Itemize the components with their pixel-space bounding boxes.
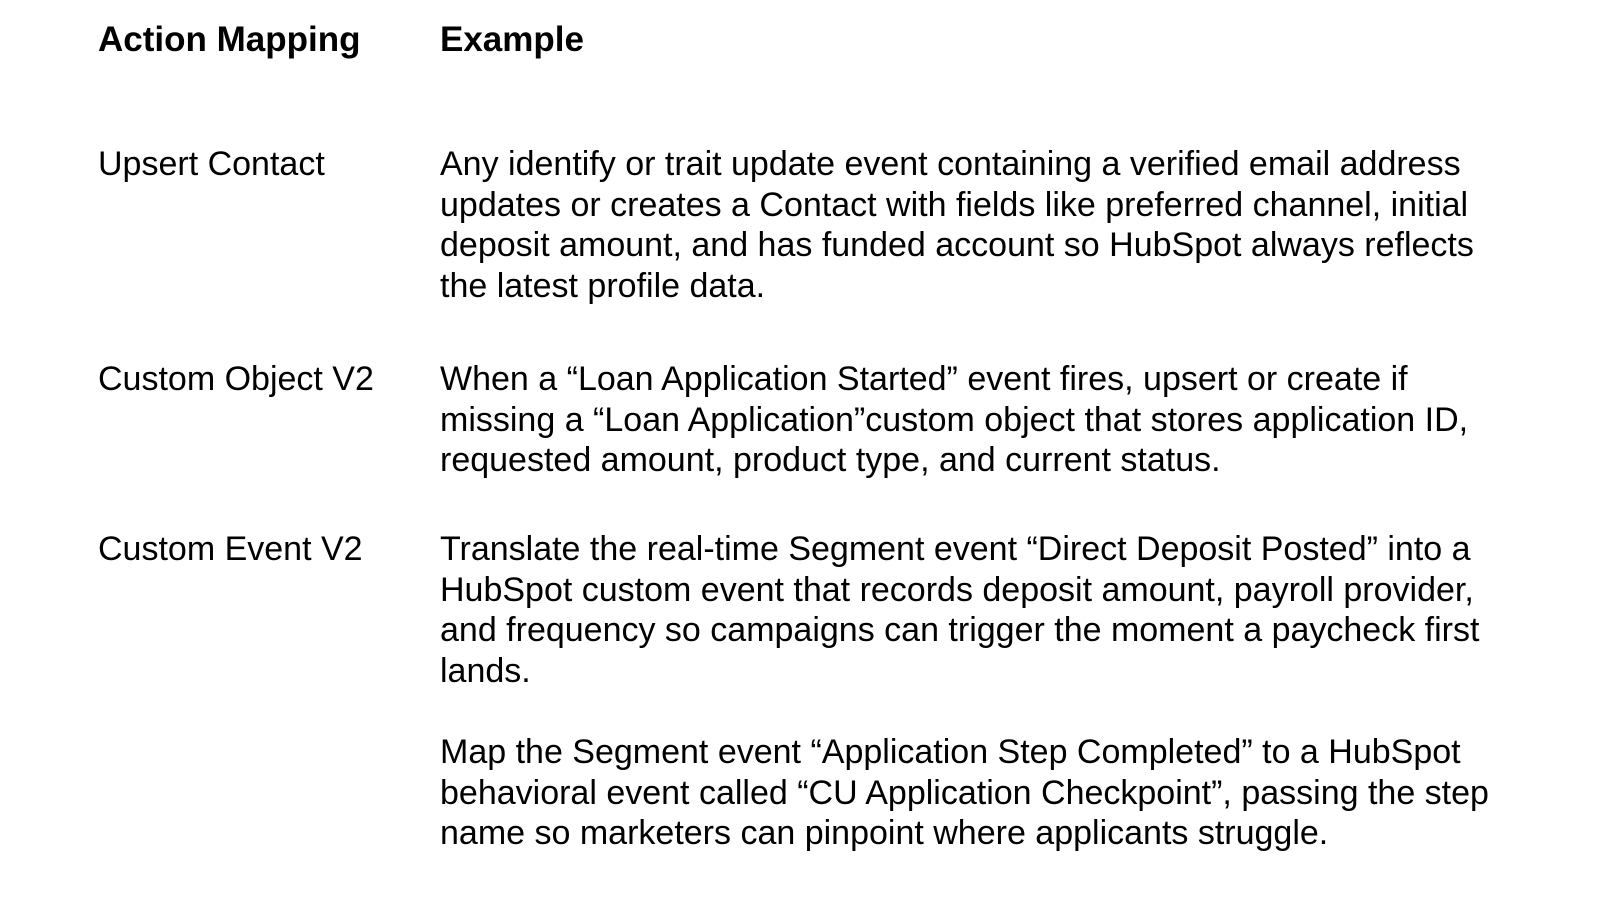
row-custom-event-label: Custom Event V2 bbox=[98, 530, 363, 568]
row-custom-object-label: Custom Object V2 bbox=[98, 360, 374, 398]
row-custom-event-example-2: Map the Segment event “Application Step Completed” to a HubSpot behavioral event called “CU Application Checkpoint”, passing the step name so marketers can pinpoint where applicants struggle. bbox=[440, 733, 1489, 853]
row-upsert-contact-label: Upsert Contact bbox=[98, 145, 325, 183]
action-mapping-header: Action Mapping bbox=[98, 20, 361, 59]
row-custom-event-example: Translate the real-time Segment event “Direct Deposit Posted” into a HubSpot custom event that records deposit amount, payroll provider, and frequency so campaigns can trigger the moment a paycheck first lands. bbox=[440, 530, 1480, 690]
example-header: Example bbox=[440, 20, 584, 59]
row-custom-object-example: When a “Loan Application Started” event fires, upsert or create if missing a “Loan Application”custom object that stores application ID, requested amount, product type, and current status. bbox=[440, 360, 1469, 480]
row-upsert-contact-example: Any identify or trait update event containing a verified email address updates or creates a Contact with fields like preferred channel, initial deposit amount, and has funded account so HubSpot always reflects the latest profile data. bbox=[440, 145, 1474, 305]
